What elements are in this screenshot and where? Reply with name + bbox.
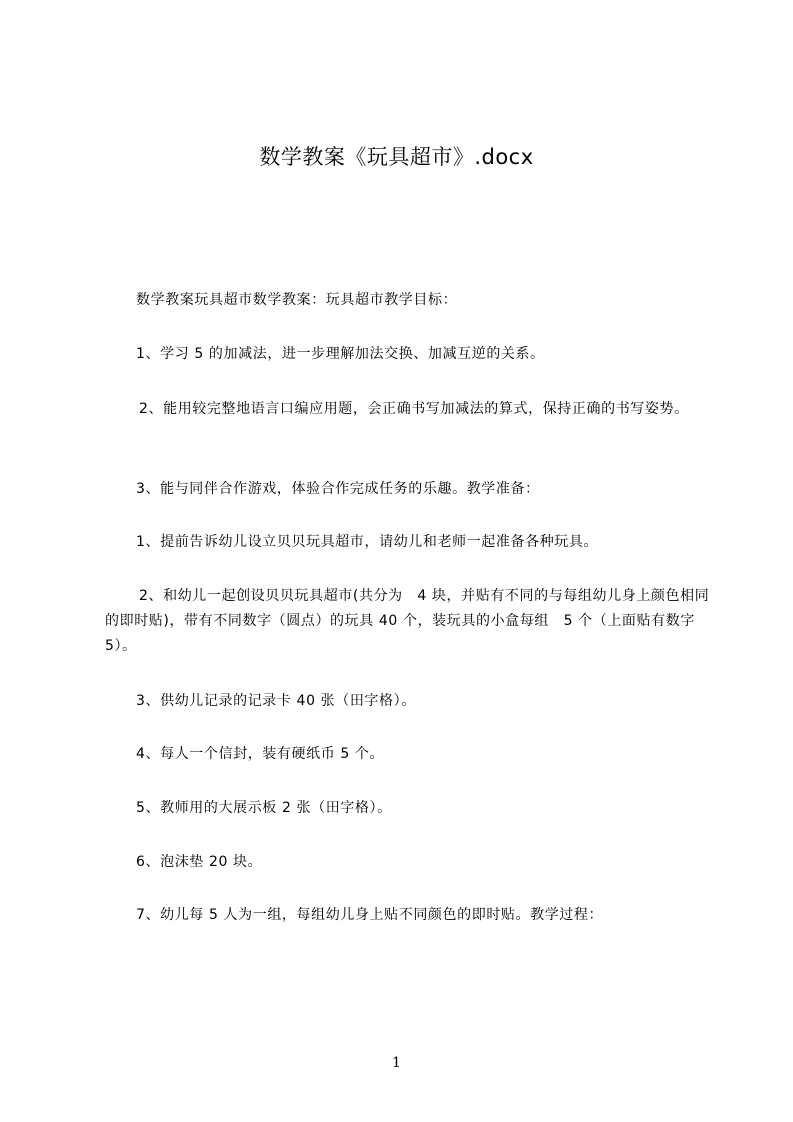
paragraph-objectives-intro: 数学教案玩具超市数学教案：玩具超市教学目标： [136,292,458,308]
paragraph-preparation-3: 3、供幼儿记录的记录卡 40 张（田字格）。 [136,693,416,709]
paragraph-preparation-5: 5、教师用的大展示板 2 张（田字格）。 [136,800,392,816]
paragraph-preparation-6: 6、泡沫垫 20 块。 [136,854,263,870]
page-number: 1 [392,1055,401,1071]
paragraph-objective-1: 1、学习 5 的加减法，进一步理解加法交换、加减互逆的关系。 [136,346,545,362]
paragraph-preparation-4: 4、每人一个信封，装有硬纸币 5 个。 [136,746,385,762]
paragraph-preparation-2: 2、和幼儿一起创设贝贝玩具超市(共分为 4 块，并贴有不同的与每组幼儿身上颜色相同的即时贴)，带有不同数字（圆点）的玩具 40 个，装玩具的小盒每组 5 个（上面贴有数字 5）。 [105,588,710,654]
paragraph-preparation-7: 7、幼儿每 5 人为一组，每组幼儿身上贴不同颜色的即时贴。教学过程： [136,907,604,923]
paragraph-objective-2: 2、能用较完整地语言口编应用题，会正确书写加减法的算式，保持正确的书写姿势。 [139,401,689,417]
paragraph-objective-3: 3、能与同伴合作游戏，体验合作完成任务的乐趣。教学准备： [136,481,540,497]
document-title: 数学教案《玩具超市》.docx [259,145,534,169]
paragraph-preparation-1: 1、提前告诉幼儿设立贝贝玩具超市，请幼儿和老师一起准备各种玩具。 [136,534,599,550]
